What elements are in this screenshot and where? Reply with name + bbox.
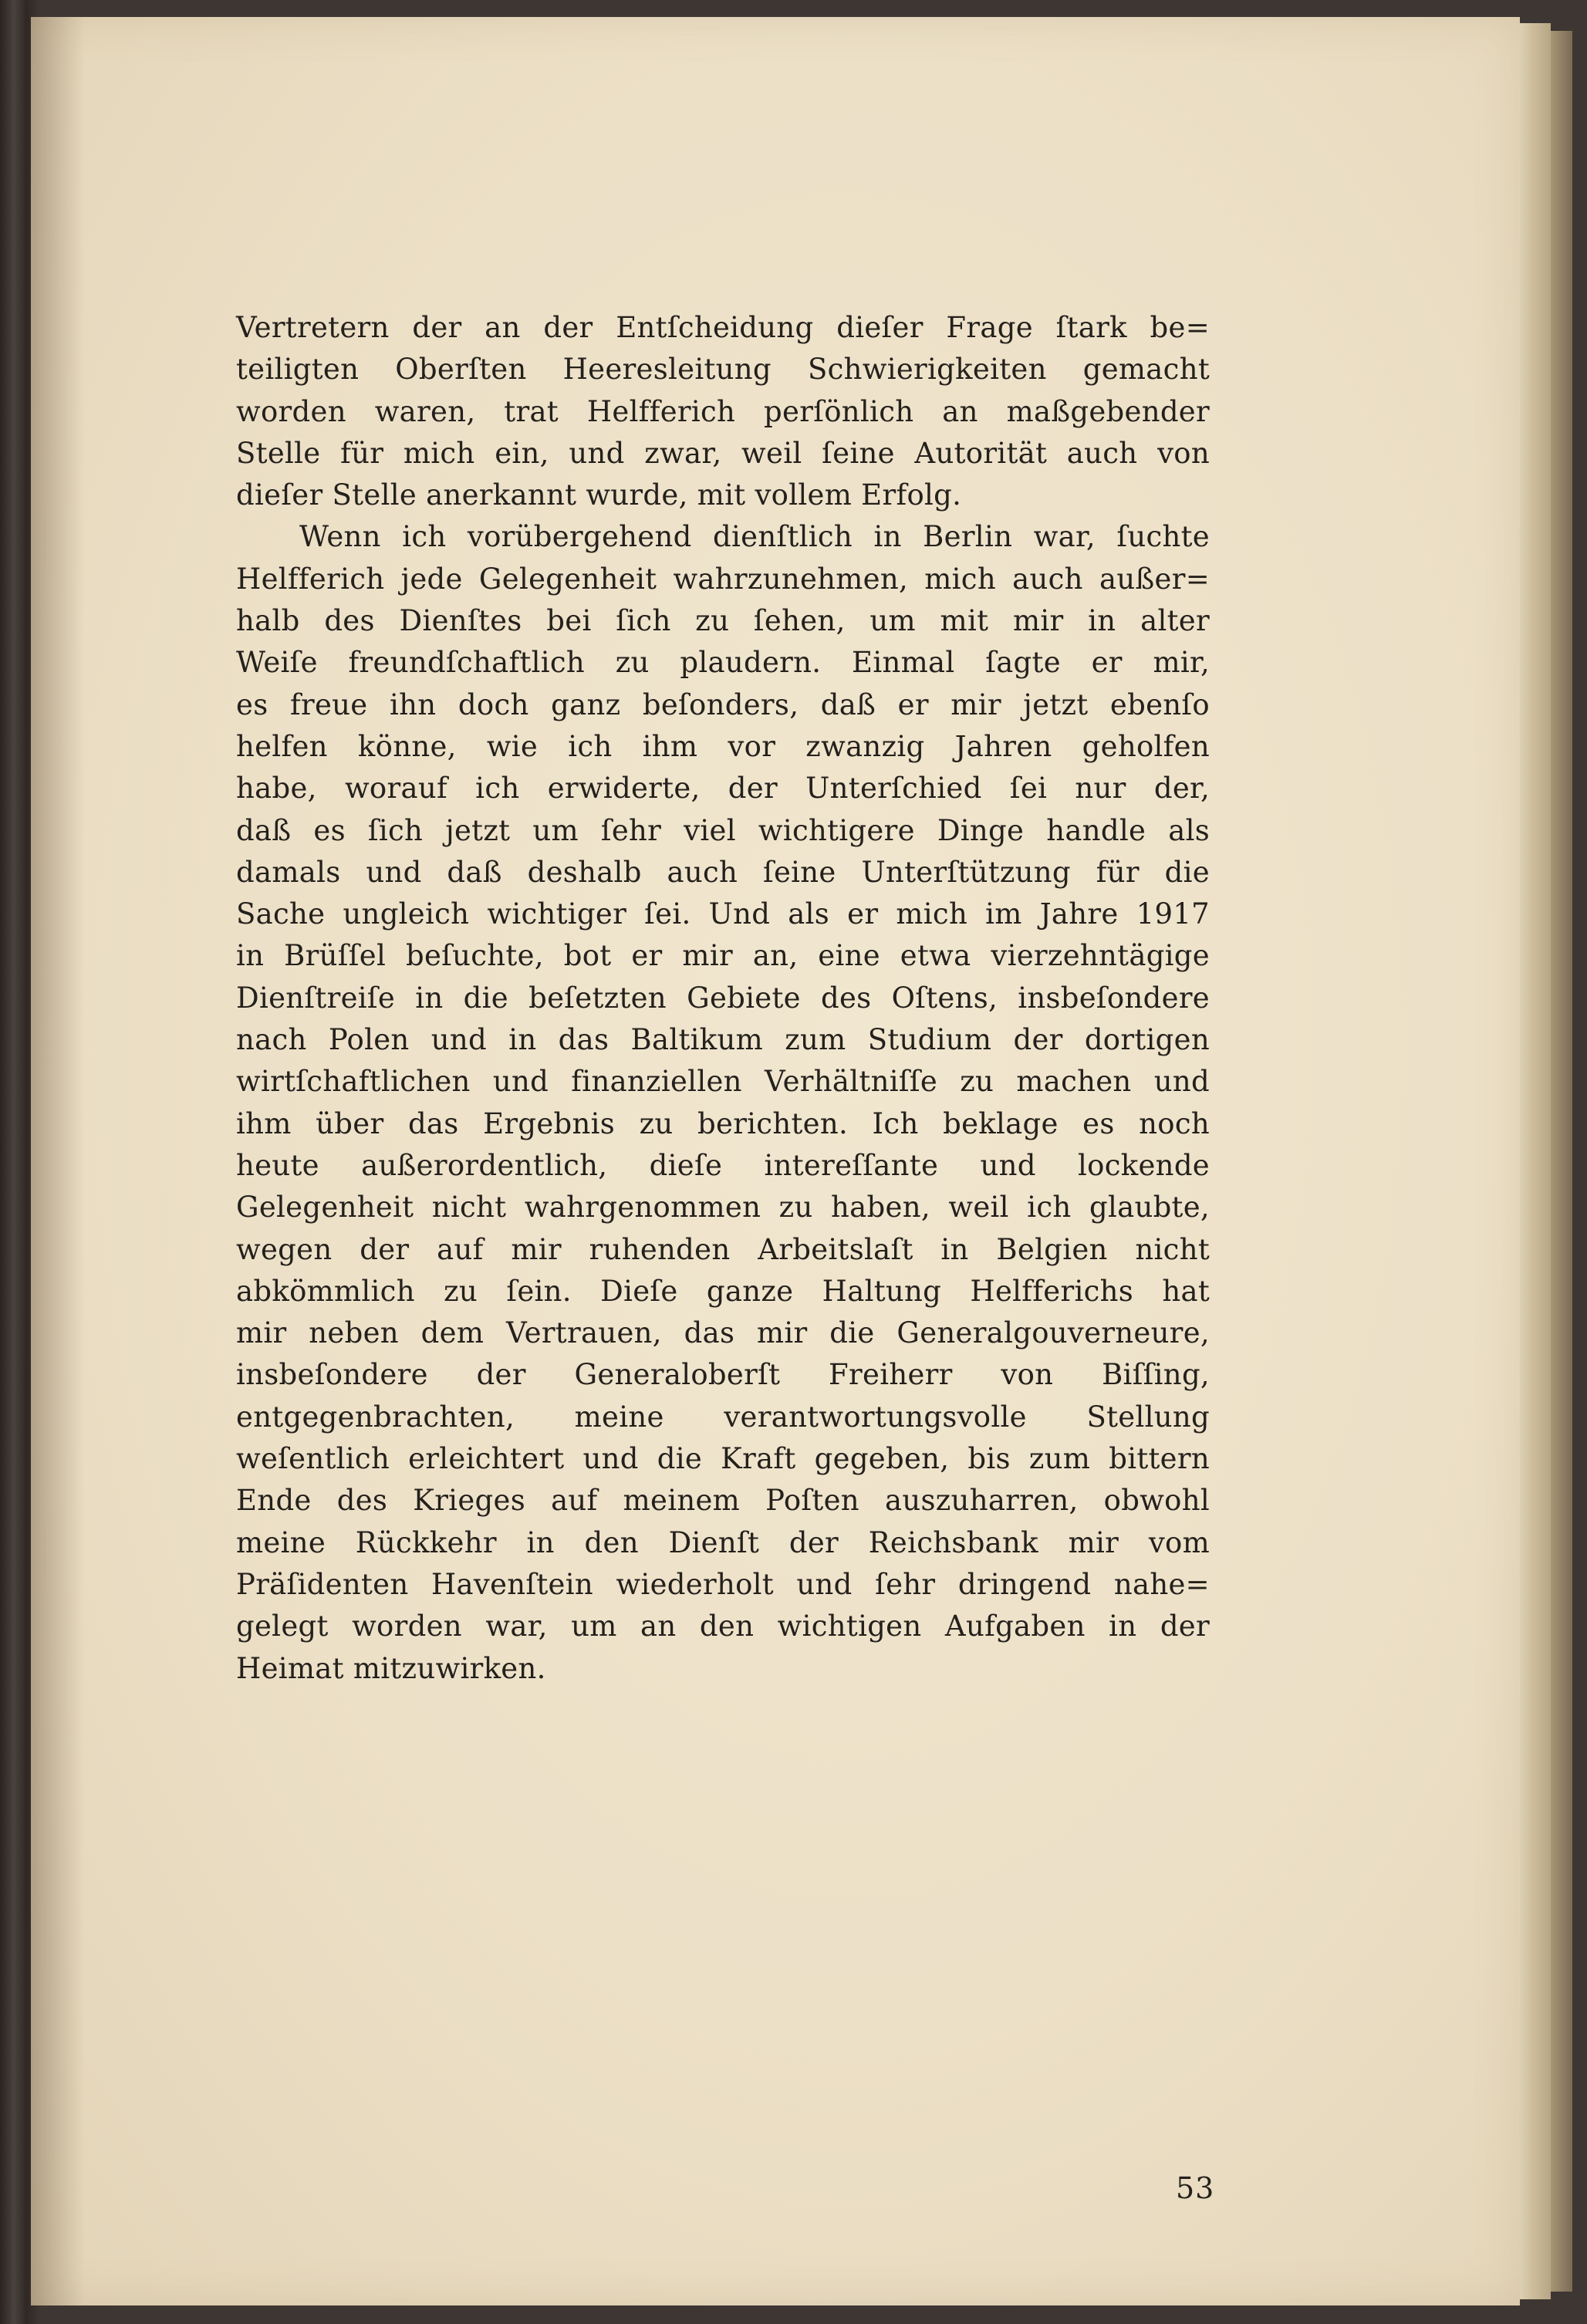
text-line: Heimat mitzuwirken. — [236, 1651, 546, 1685]
text-line: gelegt worden war, um an den wichtigen Aufgaben in der — [236, 1610, 1210, 1643]
text-line: wirtſchaftlichen und finanziellen Verhältniſſe zu machen und — [236, 1065, 1210, 1099]
body-text — [236, 307, 1210, 1690]
text-line: insbeſondere der Generaloberſt Freiherr von Biſſing, — [236, 1358, 1210, 1392]
text-line: wegen der auf mir ruhenden Arbeitslaſt in Belgien nicht — [236, 1232, 1210, 1266]
text-line: Stelle für mich ein, und zwar, weil ſeine Autorität auch von — [236, 436, 1210, 470]
text-line: Vertretern der an der Entſcheidung dieſer Frage ſtark be= — [236, 311, 1210, 344]
text-line: teiligten Oberſten Heeresleitung Schwierigkeiten gemacht — [236, 353, 1210, 387]
text-line: damals und daß deshalb auch ſeine Unterſtützung für die — [236, 855, 1210, 889]
text-line: ihm über das Ergebnis zu berichten. Ich beklage es noch — [236, 1106, 1210, 1140]
text-line: daß es ſich jetzt um ſehr viel wichtigere Dinge handle als — [236, 813, 1210, 847]
text-line: Weiſe freundſchaftlich zu plaudern. Einmal ſagte er mir, — [236, 646, 1210, 680]
page-number: 53 — [1176, 2171, 1215, 2205]
text-line: entgegenbrachten, meine verantwortungsvolle Stellung — [236, 1400, 1210, 1434]
text-line: abkömmlich zu ſein. Dieſe ganze Haltung Helfferichs hat — [236, 1274, 1210, 1308]
text-line: nach Polen und in das Baltikum zum Studium der dortigen — [236, 1023, 1210, 1057]
text-line: Dienſtreiſe in die beſetzten Gebiete des Oſtens, insbeſondere — [236, 981, 1210, 1015]
text-line: dieſer Stelle anerkannt wurde, mit vollem Erfolg. — [236, 478, 962, 512]
text-line: mir neben dem Vertrauen, das mir die Generalgouverneure, — [236, 1316, 1210, 1350]
text-line: Gelegenheit nicht wahrgenommen zu haben, weil ich glaubte, — [236, 1191, 1210, 1224]
text-line: helfen könne, wie ich ihm vor zwanzig Jahren geholfen — [236, 729, 1210, 763]
text-line: Ende des Krieges auf meinem Poſten auszuharren, obwohl — [236, 1484, 1210, 1518]
text-line: Sache ungleich wichtiger ſei. Und als er mich im Jahre 1917 — [236, 897, 1210, 931]
text-line-paragraph-start: Wenn ich vorübergehend dienſtlich in Berlin war, ſuchte — [299, 520, 1210, 554]
text-line: halb des Dienſtes bei ſich zu ſehen, um mit mir in alter — [236, 604, 1210, 638]
text-line: in Brüſſel beſuchte, bot er mir an, eine etwa vierzehntägige — [236, 939, 1210, 973]
text-line: weſentlich erleichtert und die Kraft gegeben, bis zum bittern — [236, 1442, 1210, 1476]
text-line: meine Rückkehr in den Dienſt der Reichsbank mir vom — [236, 1525, 1210, 1559]
book-cover-edge — [1551, 31, 1572, 2292]
binding-gutter-shadow — [31, 17, 85, 2305]
text-line: Helfferich jede Gelegenheit wahrzunehmen, mich auch außer= — [236, 562, 1210, 596]
text-line: heute außerordentlich, dieſe intereſſante und lockende — [236, 1148, 1210, 1182]
text-line: Präſidenten Havenſtein wiederholt und ſehr dringend nahe= — [236, 1567, 1210, 1601]
page-stack-edge — [1520, 23, 1551, 2299]
text-line: worden waren, trat Helfferich perſönlich an maßgebender — [236, 394, 1210, 428]
text-line: es freue ihn doch ganz beſonders, daß er mir jetzt ebenſo — [236, 687, 1210, 721]
text-line: habe, worauf ich erwiderte, der Unterſchied ſei nur der, — [236, 772, 1210, 806]
